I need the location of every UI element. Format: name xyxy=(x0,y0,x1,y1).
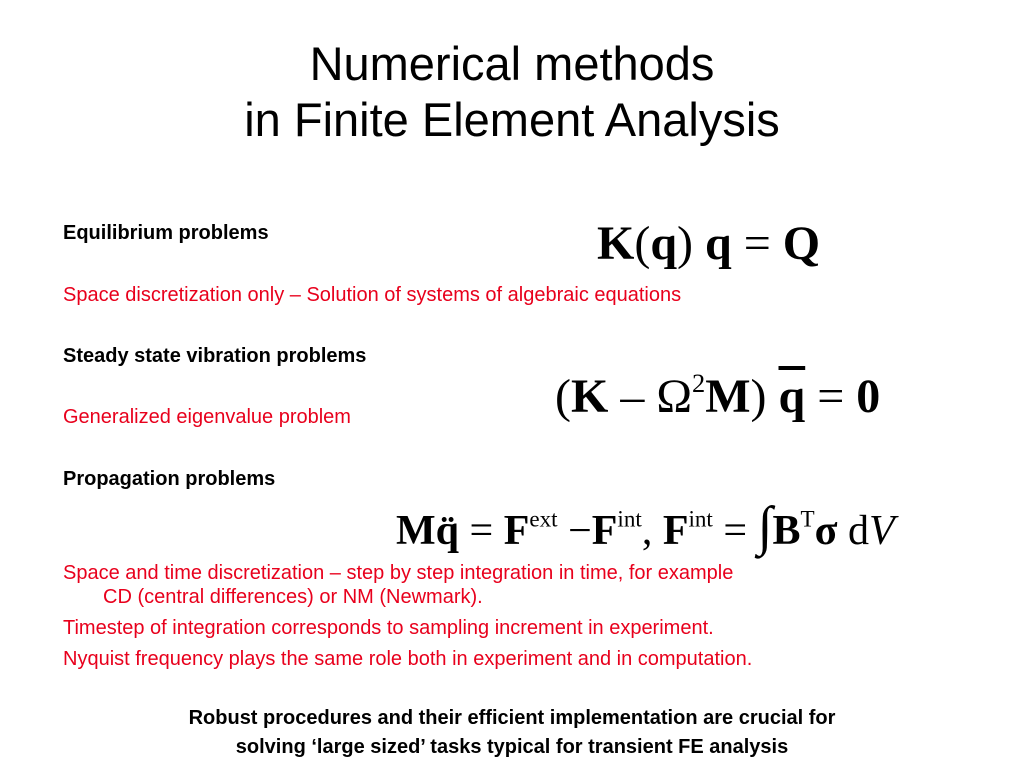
slide-title-line-2: in Finite Element Analysis xyxy=(244,93,780,146)
steady-state-description: Generalized eigenvalue problem xyxy=(63,406,351,428)
timestep-note: Timestep of integration corresponds to sampling increment in experiment. xyxy=(63,617,714,639)
slide-title-line-1: Numerical methods xyxy=(309,37,715,90)
nyquist-note: Nyquist frequency plays the same role both in experiment and in computation. xyxy=(63,648,753,670)
conclusion-text: Robust procedures and their efficient implementation are crucial for solving ‘large sized’ tasks typical for transient FE analysis xyxy=(188,707,836,758)
eigenvalue-equation: $(K - \Omega^2M)$ $\overline{q} = 0$ xyxy=(555,368,881,423)
propagation-description: Space and time discretization – step by step integration in time, for example CD (central differences) or NM (Newmark). xyxy=(63,562,734,608)
propagation-heading: Propagation problems xyxy=(63,468,276,490)
steady-state-heading: Steady state vibration problems xyxy=(63,345,367,367)
equation-of-motion: Mq̈ = $F^{ext} -F^{int}$, $F^{int} = \int B^T\sigma$ dV xyxy=(396,495,895,556)
equilibrium-description: Space discretization only – Solution of systems of algebraic equations xyxy=(63,284,682,306)
slide-title xyxy=(0,36,1024,148)
equilibrium-equation: K(q) q = Q xyxy=(597,217,821,270)
equilibrium-heading: Equilibrium problems xyxy=(63,222,269,244)
